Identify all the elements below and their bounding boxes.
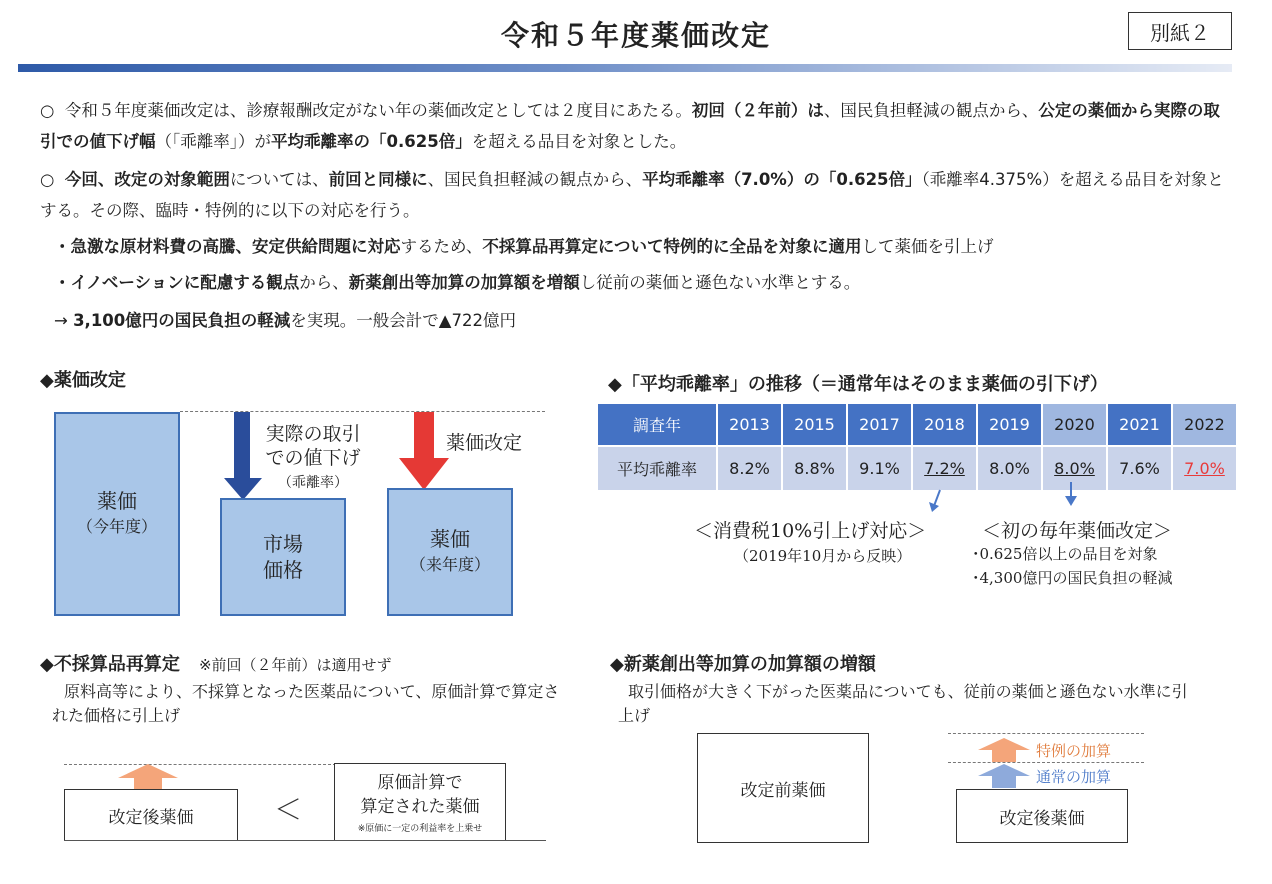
before-price-box bbox=[697, 733, 869, 843]
year-cell: 2018 bbox=[912, 403, 977, 446]
text-bold: 平均乖離率（7.0%）の「0.625倍」 bbox=[642, 170, 922, 189]
text: し従前の薬価と遜色ない水準とする。 bbox=[579, 273, 861, 292]
year-cell: 2017 bbox=[847, 403, 912, 446]
baseline bbox=[64, 840, 546, 841]
list-item: ･0.625倍以上の品目を対象 bbox=[972, 545, 1158, 563]
intro-paragraph-1 bbox=[40, 95, 1235, 157]
text: 令和５年度薬価改定は、診療報酬改定がない年の薬価改定としては２度目にあたる。 bbox=[64, 101, 692, 120]
rate-cell: 8.0% bbox=[1042, 446, 1107, 491]
text: を超える品目を対象とする。その際、臨時・特例的に以下の対応を行う。 bbox=[40, 170, 1224, 220]
year-cell: 2020 bbox=[1042, 403, 1107, 446]
reference-dashed-line bbox=[948, 762, 1144, 763]
text: については、 bbox=[229, 170, 329, 189]
bullet-1 bbox=[54, 231, 1234, 262]
box-label: 市場 価格 bbox=[263, 532, 303, 582]
reference-dashed-line bbox=[64, 764, 336, 765]
box-label: 改定前薬価 bbox=[740, 780, 826, 801]
text-bold: 不採算品再算定について特例的に全品を対象に適用 bbox=[482, 237, 862, 256]
table-value-row bbox=[597, 446, 1237, 491]
unprofitable-heading: ◆不採算品再算定 bbox=[40, 654, 180, 675]
unprofitable-heading-note: ※前回（２年前）は適用せず bbox=[198, 656, 392, 674]
circle-mark: ○ bbox=[40, 101, 55, 120]
new-drug-desc: 取引価格が大きく下がった医薬品についても、従前の薬価と遜色ない水準に引上げ bbox=[618, 682, 1188, 725]
year-cell: 2013 bbox=[717, 403, 782, 446]
deviation-heading: ◆「平均乖離率」の推移（＝通常年はそのまま薬価の引下げ） bbox=[608, 374, 1108, 395]
title-rule bbox=[18, 64, 1232, 72]
down-arrow-red-icon bbox=[397, 412, 451, 492]
box-note: ※原価に一定の利益率を上乗せ bbox=[357, 823, 483, 834]
new-drug-heading: ◆新薬創出等加算の加算額の増額 bbox=[610, 654, 876, 675]
market-arrow-label: 実際の取引 での値下げ bbox=[265, 423, 361, 469]
box-label: 改定後薬価 bbox=[108, 807, 194, 828]
year-cell: 2019 bbox=[977, 403, 1042, 446]
intro-paragraph-2 bbox=[40, 164, 1235, 226]
pointer-arrow-icon bbox=[928, 488, 946, 514]
unprofitable-heading-row bbox=[40, 650, 392, 676]
box-label: 薬価 bbox=[430, 527, 470, 551]
attachment-tag: 別紙２ bbox=[1128, 12, 1232, 50]
box-sublabel: （今年度） bbox=[76, 517, 157, 536]
box-label: 原価計算で 算定された薬価 bbox=[360, 772, 480, 817]
result-line bbox=[54, 305, 1234, 336]
reference-dashed-line bbox=[948, 733, 1144, 734]
text: 、国民負担軽減の観点から、 bbox=[823, 101, 1039, 120]
text-bold: 公定の薬価から実際の取引での値下げ幅 bbox=[40, 101, 1220, 151]
text-bold: ・イノベーションに配慮する観点 bbox=[54, 273, 300, 292]
text: （「乖離率」）が bbox=[155, 132, 271, 151]
row-header-cell: 調査年 bbox=[597, 403, 717, 446]
rate-cell: 7.6% bbox=[1107, 446, 1172, 491]
table-header-row bbox=[597, 403, 1237, 446]
up-arrow-blue-icon bbox=[978, 764, 1030, 788]
bullet-2 bbox=[54, 267, 1234, 298]
revision-arrow-label: 薬価改定 bbox=[446, 432, 523, 454]
next-price-box bbox=[387, 488, 513, 616]
cost-price-box bbox=[334, 763, 506, 841]
note-annual-items bbox=[972, 542, 1172, 590]
text: から、 bbox=[299, 273, 349, 292]
list-item: ･4,300億円の国民負担の軽減 bbox=[972, 569, 1173, 587]
pointer-arrow-icon bbox=[1064, 482, 1078, 508]
special-premium-label: 特例の加算 bbox=[1036, 742, 1112, 760]
normal-premium-label: 通常の加算 bbox=[1036, 768, 1112, 786]
text-bold: 前回と同様に bbox=[328, 170, 428, 189]
text-bold: ・急激な原材料費の高騰、安定供給問題に対応 bbox=[54, 237, 401, 256]
rate-cell: 8.0% bbox=[977, 446, 1042, 491]
box-sublabel: （来年度） bbox=[409, 555, 490, 574]
page-title: 令和５年度薬価改定 bbox=[500, 19, 771, 52]
box-label: 改定後薬価 bbox=[999, 808, 1085, 829]
note-annual-title: ＜初の毎年薬価改定＞ bbox=[982, 520, 1173, 542]
text: を超える品目を対象とした。 bbox=[471, 132, 687, 151]
rate-cell: 7.0% bbox=[1172, 446, 1237, 491]
text: するため、 bbox=[400, 237, 483, 256]
rate-cell: 7.2% bbox=[912, 446, 977, 491]
rate-cell: 9.1% bbox=[847, 446, 912, 491]
box-label: 薬価 bbox=[97, 489, 137, 513]
text: を実現。一般会計で▲722億円 bbox=[290, 311, 516, 330]
text-bold: 3,100億円の国民負担の軽減 bbox=[73, 311, 291, 330]
current-price-box bbox=[54, 412, 180, 616]
after-price-box bbox=[956, 789, 1128, 843]
note-tax-sub: （2019年10月から反映） bbox=[734, 547, 912, 565]
text-bold: 初回（２年前）は bbox=[691, 101, 824, 120]
rate-cell: 8.2% bbox=[717, 446, 782, 491]
market-arrow-sublabel: （乖離率） bbox=[278, 475, 348, 491]
year-cell: 2021 bbox=[1107, 403, 1172, 446]
year-cell: 2022 bbox=[1172, 403, 1237, 446]
text: 、国民負担軽減の観点から、 bbox=[427, 170, 643, 189]
rate-cell: 8.8% bbox=[782, 446, 847, 491]
note-tax-title: ＜消費税10%引上げ対応＞ bbox=[694, 520, 927, 542]
text-bold: 新薬創出等加算の加算額を増額 bbox=[348, 273, 580, 292]
up-arrow-orange-icon bbox=[978, 738, 1030, 762]
deviation-table bbox=[596, 402, 1238, 492]
circle-mark: ○ bbox=[40, 170, 55, 189]
text-bold: 今回、改定の対象範囲 bbox=[64, 170, 230, 189]
after-price-box bbox=[64, 789, 238, 841]
price-revision-heading: ◆薬価改定 bbox=[40, 370, 126, 391]
unprofitable-desc: 原料高等により、不採算となった医薬品について、原価計算で算定された価格に引上げ bbox=[52, 682, 560, 725]
less-than-symbol: ＜ bbox=[274, 793, 303, 826]
text: して薬価を引上げ bbox=[861, 237, 994, 256]
text: （乖離率4.375%） bbox=[921, 170, 1059, 189]
up-arrow-orange-icon bbox=[118, 764, 178, 790]
year-cell: 2015 bbox=[782, 403, 847, 446]
value-header-cell: 平均乖離率 bbox=[597, 446, 717, 491]
text-bold: 平均乖離率の「0.625倍」 bbox=[271, 132, 472, 151]
arrow-text: → bbox=[54, 311, 74, 330]
market-price-box bbox=[220, 498, 346, 616]
